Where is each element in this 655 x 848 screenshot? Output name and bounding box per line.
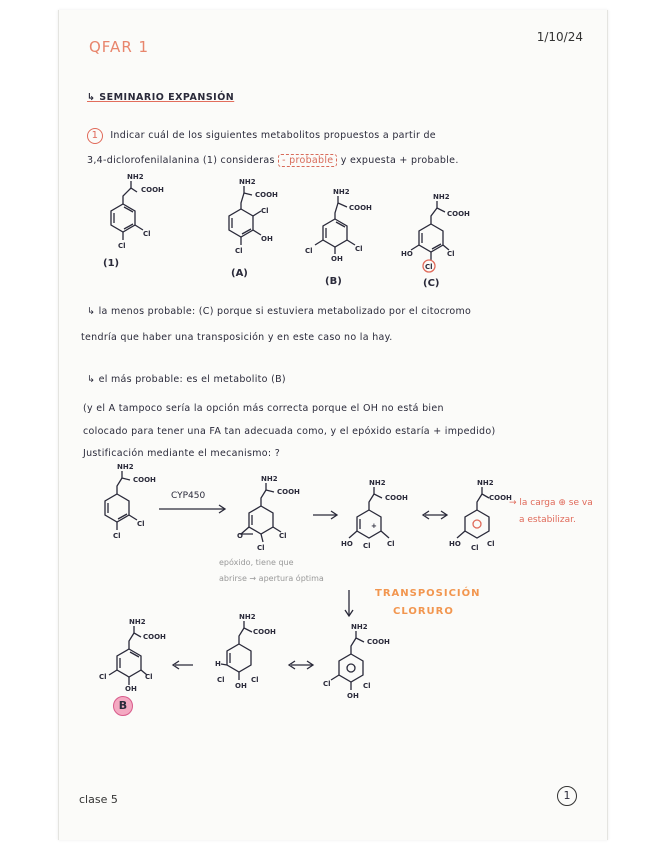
epoxide-note-2-text: abrirse → apertura óptima (219, 574, 324, 583)
svg-text:OH: OH (347, 692, 359, 700)
molecule-a-structure (219, 175, 289, 255)
svg-text:+: + (371, 522, 377, 530)
label-molecule-b: (B) (325, 276, 342, 287)
svg-text:Cl: Cl (113, 532, 121, 540)
result-label-b: B (113, 696, 133, 716)
epoxide-structure (231, 472, 311, 557)
resonance-arrow-2 (287, 660, 317, 670)
answer-less-1: ↳ la menos probable: (C) porque si estuviera metabolizado por el citocromo (87, 306, 472, 317)
svg-text:Cl: Cl (217, 676, 225, 684)
svg-text:Cl: Cl (471, 544, 479, 552)
svg-text:NH2: NH2 (477, 479, 494, 487)
svg-text:COOH: COOH (255, 191, 278, 199)
svg-text:Cl: Cl (487, 540, 495, 548)
carbocation-2-structure (449, 476, 519, 561)
svg-text:COOH: COOH (489, 494, 512, 502)
mechanism-start-structure (89, 460, 159, 545)
svg-text:COOH: COOH (385, 494, 408, 502)
svg-text:COOH: COOH (143, 633, 166, 641)
epoxide-note-2 (219, 574, 324, 583)
svg-text:NH2: NH2 (239, 613, 256, 621)
svg-text:Cl: Cl (387, 540, 395, 548)
svg-text:Cl: Cl (145, 673, 153, 681)
svg-text:NH2: NH2 (351, 623, 368, 631)
question-text-2: 3,4-diclorofenilalanina (1) consideras (87, 155, 275, 166)
svg-text:Cl: Cl (137, 520, 145, 528)
svg-text:Cl: Cl (363, 682, 371, 690)
intermediate-structure (207, 610, 287, 700)
carbocation-3-structure (319, 620, 399, 705)
molecule-c-structure (397, 190, 477, 280)
svg-text:Cl: Cl (257, 544, 265, 552)
svg-text:Cl: Cl (447, 250, 455, 258)
molecule-1-structure (93, 170, 163, 250)
svg-text:H: H (215, 660, 221, 668)
svg-text:Cl: Cl (355, 245, 363, 253)
svg-text:NH2: NH2 (127, 173, 144, 181)
svg-text:Cl: Cl (279, 532, 287, 540)
charge-note-2: a estabilizar. (519, 515, 576, 525)
svg-text:NH2: NH2 (433, 193, 450, 201)
svg-text:Cl: Cl (143, 230, 151, 238)
svg-text:Cl: Cl (235, 247, 243, 255)
svg-text:COOH: COOH (349, 204, 372, 212)
section-heading: ↳ SEMINARIO EXPANSIÓN (87, 92, 235, 103)
svg-text:Cl: Cl (118, 242, 126, 250)
question-text-3: y expuesta + probable. (340, 155, 459, 166)
answer-most: ↳ el más probable: es el metabolito (B) (87, 374, 286, 385)
svg-text:Cl: Cl (261, 207, 269, 215)
svg-text:HO: HO (401, 250, 413, 258)
question-line-2 (87, 155, 459, 166)
svg-text:Cl: Cl (363, 542, 371, 550)
question-text-1: Indicar cuál de los siguientes metabolitos propuestos a partir de (110, 130, 436, 141)
transposition-title-1: TRANSPOSICIÓN (375, 588, 481, 599)
svg-text:COOH: COOH (367, 638, 390, 646)
answer-reason-1: (y el A tampoco sería la opción más correcta porque el OH no está bien (83, 403, 444, 414)
svg-text:NH2: NH2 (239, 178, 256, 186)
notebook-page (58, 10, 608, 840)
enzyme-label: CYP450 (171, 491, 206, 501)
svg-text:NH2: NH2 (333, 188, 350, 196)
svg-text:Cl: Cl (425, 263, 433, 271)
svg-text:HO: HO (449, 540, 461, 548)
answer-reason-3: Justificación mediante el mecanismo: ? (83, 448, 281, 459)
label-molecule-1: (1) (103, 258, 120, 269)
svg-text:Cl: Cl (99, 673, 107, 681)
molecule-b-structure (303, 185, 383, 265)
footer-class: clase 5 (79, 793, 118, 806)
svg-text:COOH: COOH (277, 488, 300, 496)
svg-text:NH2: NH2 (117, 463, 134, 471)
product-b-structure (95, 615, 175, 700)
label-molecule-c: (C) (423, 278, 440, 289)
svg-text:OH: OH (331, 255, 343, 263)
answer-less-2: tendría que haber una transposición y en este caso no la hay. (81, 332, 393, 343)
svg-text:NH2: NH2 (369, 479, 386, 487)
svg-text:Cl: Cl (305, 247, 313, 255)
svg-text:OH: OH (235, 682, 247, 690)
question-line-1 (87, 128, 436, 144)
svg-text:COOH: COOH (253, 628, 276, 636)
charge-note-1: → la carga ⊕ se va (509, 498, 593, 508)
epoxide-note-1: epóxido, tiene que (219, 558, 294, 567)
svg-text:COOH: COOH (141, 186, 164, 194)
answer-reason-2: colocado para tener una FA tan adecuada como, y el epóxido estaría + impedido) (83, 426, 496, 437)
svg-text:NH2: NH2 (261, 475, 278, 483)
svg-text:Cl: Cl (251, 676, 259, 684)
boxed-probable: - probable (278, 154, 337, 167)
enzyme-arrow (159, 504, 229, 514)
svg-text:COOH: COOH (447, 210, 470, 218)
svg-text:O: O (237, 532, 243, 540)
svg-text:COOH: COOH (133, 476, 156, 484)
question-number: 1 (87, 128, 103, 144)
svg-text:OH: OH (125, 685, 137, 693)
label-molecule-a: (A) (231, 268, 248, 279)
down-arrow (344, 590, 354, 620)
page-number: 1 (557, 786, 577, 806)
svg-text:NH2: NH2 (129, 618, 146, 626)
page-title: QFAR 1 (89, 38, 150, 56)
page-date: 1/10/24 (536, 30, 583, 44)
resonance-arrow (421, 510, 451, 520)
svg-text:Cl: Cl (323, 680, 331, 688)
svg-text:HO: HO (341, 540, 353, 548)
transposition-title-2: CLORURO (393, 606, 454, 617)
carbocation-1-structure (337, 476, 417, 561)
svg-text:OH: OH (261, 235, 273, 243)
